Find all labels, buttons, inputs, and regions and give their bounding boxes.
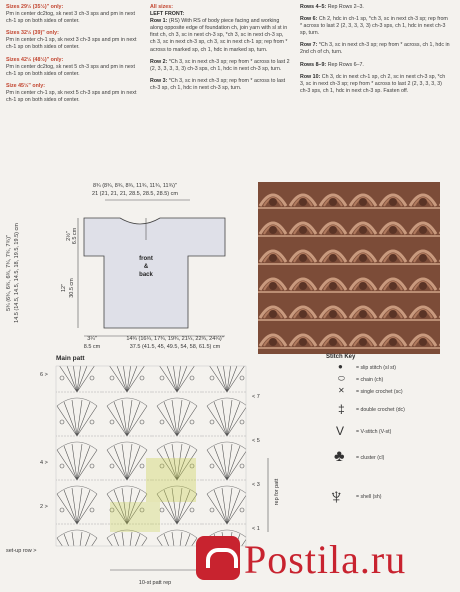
sleeve-cm-label: 8.5 cm [83,344,101,350]
length-cm-label: 30.5 cm [69,278,75,298]
body-label-amp: & [143,264,149,270]
double-crochet-icon: ‡ [338,402,345,416]
body-label: back [139,272,153,278]
side-inches-label: 5¾ (6¾, 6¾, 6¾, 7¾, 7¾, 7¾)" [6,235,12,311]
swatch-photo [258,182,440,354]
garment-schematic [0,178,250,350]
slip-stitch-icon: ● [338,362,343,371]
stitch-key-title: Stitch Key [326,354,356,360]
v-stitch-icon: V [336,424,345,438]
left-front-column [150,4,290,97]
row-instruction: Row 3: *Ch 3, sc in next ch-3 sp; rep from * across to last ch-3 sp, ch 1, hdc in next ch-3 sp, turn. [150,77,286,91]
sleeve-inches-label: 3¼" [87,336,97,342]
postila-logo-icon [196,536,240,580]
size-heading: Sizes 29½ (35½)" only: [6,4,64,10]
size-block [6,57,138,78]
key-label: = single crochet (sc) [356,389,403,395]
left-front-heading: LEFT FRONT: [150,11,185,18]
row-number-left: 4 > [40,460,48,466]
row-instruction: Row 6: Ch 2, hdc in ch-1 sp, *ch 3, sc in next ch-3 sp; rep from * across to last 2 (2, 3, 3, 3, 3) ch-3 sps, ch 1, hdc in next ch-3 sp, turn. [300,16,448,37]
key-label: = cluster (cl) [356,455,385,461]
size-heading: Sizes 42½ (48½)" only: [6,56,64,63]
chain-icon: ⬭ [338,374,345,383]
size-text: Pm in center ch-1 sp, sk next 3 ch-3 sps and pm in next ch-1 sp on both sides of center. [6,37,137,51]
size-text: Pm in center dc2tog, sk next 5 ch-3 sps and pm in next ch-1 sp on both sides of center. [6,63,135,77]
length-inches-label: 12" [61,283,67,293]
sizes-column [6,4,138,109]
all-sizes-heading: All sizes: [150,4,173,10]
key-label: = chain (ch) [356,377,384,383]
size-text: Pm in center ch-1 sp, sk next 5 ch-3 sps and pm in next ch-1 sp on both sides of center. [6,89,137,104]
size-block [6,30,138,51]
size-block [6,4,138,25]
row-number-right: < 1 [252,526,260,532]
row-number-left: 2 > [40,504,48,510]
row-instruction: Row 7: *Ch 3, sc in next ch-3 sp; rep from * across, ch 1, hdc in 2nd ch of ch, turn. [300,42,450,56]
key-label: = shell (sh) [356,494,382,500]
row-number-right: < 5 [252,438,260,444]
row-instruction: Rows 4–5: Rep Rows 2–3. [300,4,364,10]
cluster-icon: ♣ [334,448,345,465]
row-number-right: < 7 [252,394,260,400]
row-instruction: Row 2: *Ch 3, sc in next ch-3 sp; rep from * across to last 2 (2, 3, 3, 3, 3, 3) ch-3 sps, ch 1, hdc in next ch-3 sp, turn. [150,58,290,72]
repeat-label: rep for patt [274,478,280,506]
row-number-right: < 3 [252,482,260,488]
key-label: = double crochet (dc) [356,407,405,413]
body-label: front [139,256,153,262]
size-block [6,83,138,104]
single-crochet-icon: ✕ [338,386,345,395]
shell-icon: ♆ [328,484,345,509]
bottom-width-cm-label: 37.5 (41.5, 45, 49.5, 54, 58, 61.5) cm [129,344,221,350]
top-width-label: 8¾ (8¾, 8¾, 8¾, 11¾, 11¾, 11¾)" [93,183,177,189]
setup-row-label: set-up row > [6,548,37,554]
highlight-repeat [110,502,160,532]
stitch-repeat-label: 10-st patt rep [138,580,172,586]
row-instruction: Row 10: Ch 3, dc in next ch-1 sp, ch 2, sc in next ch-3 sp, *ch 3, sc in next ch-3 sp; rep from * across to last 2 (2, 3, 3, 3, 3) ch-3 sps, ch 1, hdc in next ch-3 sp. Fasten off. [300,73,446,94]
chart-title: Main patt [56,355,85,362]
row-number-left: 6 > [40,372,48,378]
neck-cm-label: 6.5 cm [72,227,78,245]
rows-column [300,4,450,100]
side-cm-label: 14.5 (14.5, 14.5, 14.5, 18, 19.5, 19.5) cm [14,223,20,323]
key-label: = slip stitch (sl st) [356,365,396,371]
top-width-cm-label: 21 (21, 21, 21, 28.5, 28.5, 28.5) cm [92,191,178,197]
row-instruction: Row 1: (RS) With RS of body piece facing and working along opposite edge of foundation ch, join yarn with sl st in first ch, ch 3, sc in next ch-3 sp, *ch 3, sc in next ch-3 sp, ch 3, sc in next ch-3 sp, ch 3, sc in next ch-1 sp; rep from * across to marked sp, ch 1, hdc in marked sp, turn. [150,18,288,53]
watermark [196,528,456,592]
garment-outline [84,218,225,328]
size-heading: Sizes 32½ (39)" only: [6,30,59,37]
bottom-width-label: 14¾ (16¼, 17¾, 19¾, 21¼, 22¾, 24¼)" [126,336,224,342]
neck-inches-label: 2½" [66,231,72,241]
size-heading: Size 45½" only: [6,82,46,89]
highlight-repeat [146,458,196,502]
size-text: Pm in center dc2tog, sk next 3 ch-3 sps and pm in next ch-1 sp on both sides of center. [6,11,135,25]
watermark-text: Postila.ru [244,537,407,582]
key-label: = V-stitch (V-st) [356,429,392,435]
row-instruction: Rows 8–9: Rep Rows 6–7. [300,61,364,68]
